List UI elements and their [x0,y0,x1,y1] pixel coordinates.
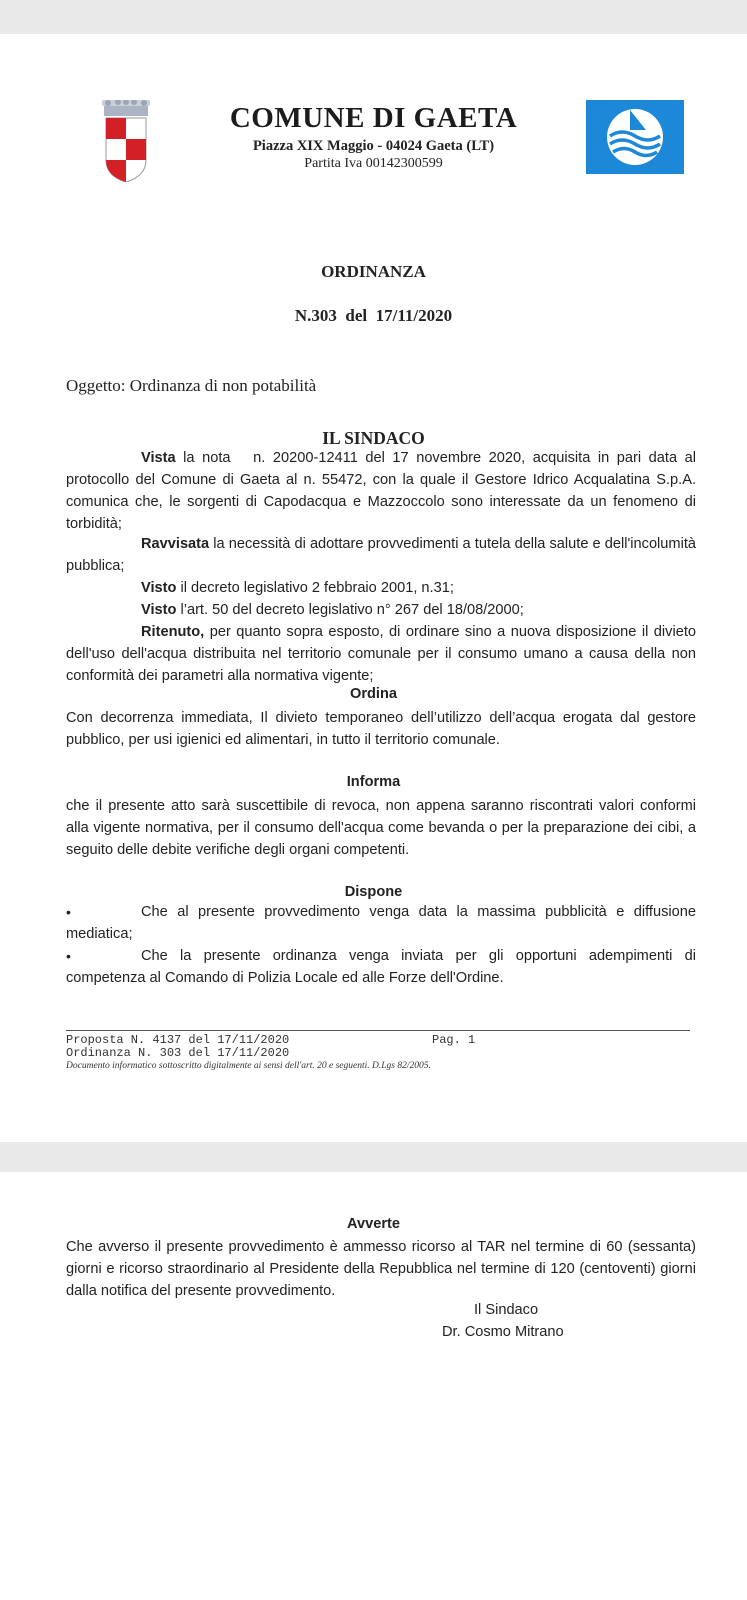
dispone-heading: Dispone [344,884,403,900]
informa-text: che il presente atto sarà suscettibile di revoca, non appena saranno riscontrati valori conformi alla vigente normativa, per il consumo dell'acqua come bevanda o per la preparazione dei cibi, a seguito delle debite verifiche degli organi competenti. [66,798,696,858]
authority-heading: IL SINDACO [322,428,425,448]
municipality-title: COMUNE DI GAETA [229,102,518,134]
footer-proposta: Proposta N. 4137 del 17/11/2020 [66,1033,290,1047]
document-page-2 [0,1172,747,1600]
document-page-1 [0,34,747,1142]
avverte-heading: Avverte [346,1216,400,1232]
avverte-text: Che avverso il presente provvedimento è ammesso ricorso al TAR nel termine di 60 (sessanta) giorni e ricorso straordinario al Presidente della Repubblica nel termine di 120 (centoventi) giorni dalla notifica del presente provvedimento. [66,1239,696,1299]
dispone-item: Che al presente provvedimento venga data la massima pubblicità e diffusione mediatica; [66,904,696,942]
premise-label: Ravvisata [141,536,210,552]
bullet-icon: • [66,948,71,964]
document-subject: Oggetto: Ordinanza di non potabilità [66,376,317,395]
footer-ordinanza: Ordinanza N. 303 del 17/11/2020 [66,1046,290,1060]
signature-role: Il Sindaco [474,1302,539,1318]
premise-visto-2 [141,599,524,621]
document-number: N.303 del 17/11/2020 [294,306,453,325]
informa-heading: Informa [346,774,401,790]
premise-text: il decreto legislativo 2 febbraio 2001, n.31; [176,580,454,596]
premise-label: Visto [141,580,177,596]
municipality-address: Piazza XIX Maggio - 04024 Gaeta (LT) [252,138,495,154]
signature-name: Dr. Cosmo Mitrano [442,1324,564,1340]
ordina-heading: Ordina [349,686,398,702]
premise-label: Ritenuto, [141,624,205,640]
premise-label: Visto [141,602,177,618]
premise-ritenuto [66,621,696,687]
premise-ravvisata [66,533,696,577]
premise-text: la necessità di adottare provvedimenti a tutela della salute e dell'incolumità pubblica; [66,536,696,574]
dispone-item: Che la presente ordinanza venga inviata per gli opportuni adempimenti di competenza al Comando di Polizia Locale ed alle Forze dell'Ordine. [66,948,696,986]
blue-flag-icon [586,100,684,174]
premise-text: per quanto sopra esposto, di ordinare sino a nuova disposizione il divieto dell'uso dell'acqua distribuita nel territorio comunale per il consumo umano a causa della non conformità dei parametri alla normativa vigente; [66,624,696,684]
footer-divider [66,1030,690,1031]
bullet-icon: • [66,904,71,920]
footer-note: Documento informatico sottoscritto digitalmente ai sensi dell'art. 20 e seguenti. D.Lgs 82/2005. [66,1061,431,1071]
premise-vista [66,447,701,535]
footer-page: Pag. 1 [432,1033,476,1047]
premise-label: Vista [141,450,176,466]
municipality-vat: Partita Iva 00142300599 [304,156,443,171]
premise-visto-1 [141,577,454,599]
document-type: ORDINANZA [321,262,426,281]
premise-text: la nota n. 20200-12411 del 17 novembre 2020, acquisita in pari data al protocollo del Comune di Gaeta al n. 55472, con la quale il Gestore Idrico Acqualatina S.p.A. comunica che, le sorgenti di Capodacqua e Mazzoccolo sono interessate da un fenomeno di torbidità; [66,450,701,532]
ordina-text: Con decorrenza immediata, Il divieto temporaneo dell’utilizzo dell’acqua erogata dal gestore pubblico, per usi igienici ed alimentari, in tutto il territorio comunale. [66,710,696,748]
premise-text: l’art. 50 del decreto legislativo n° 267 del 18/08/2000; [176,602,524,618]
